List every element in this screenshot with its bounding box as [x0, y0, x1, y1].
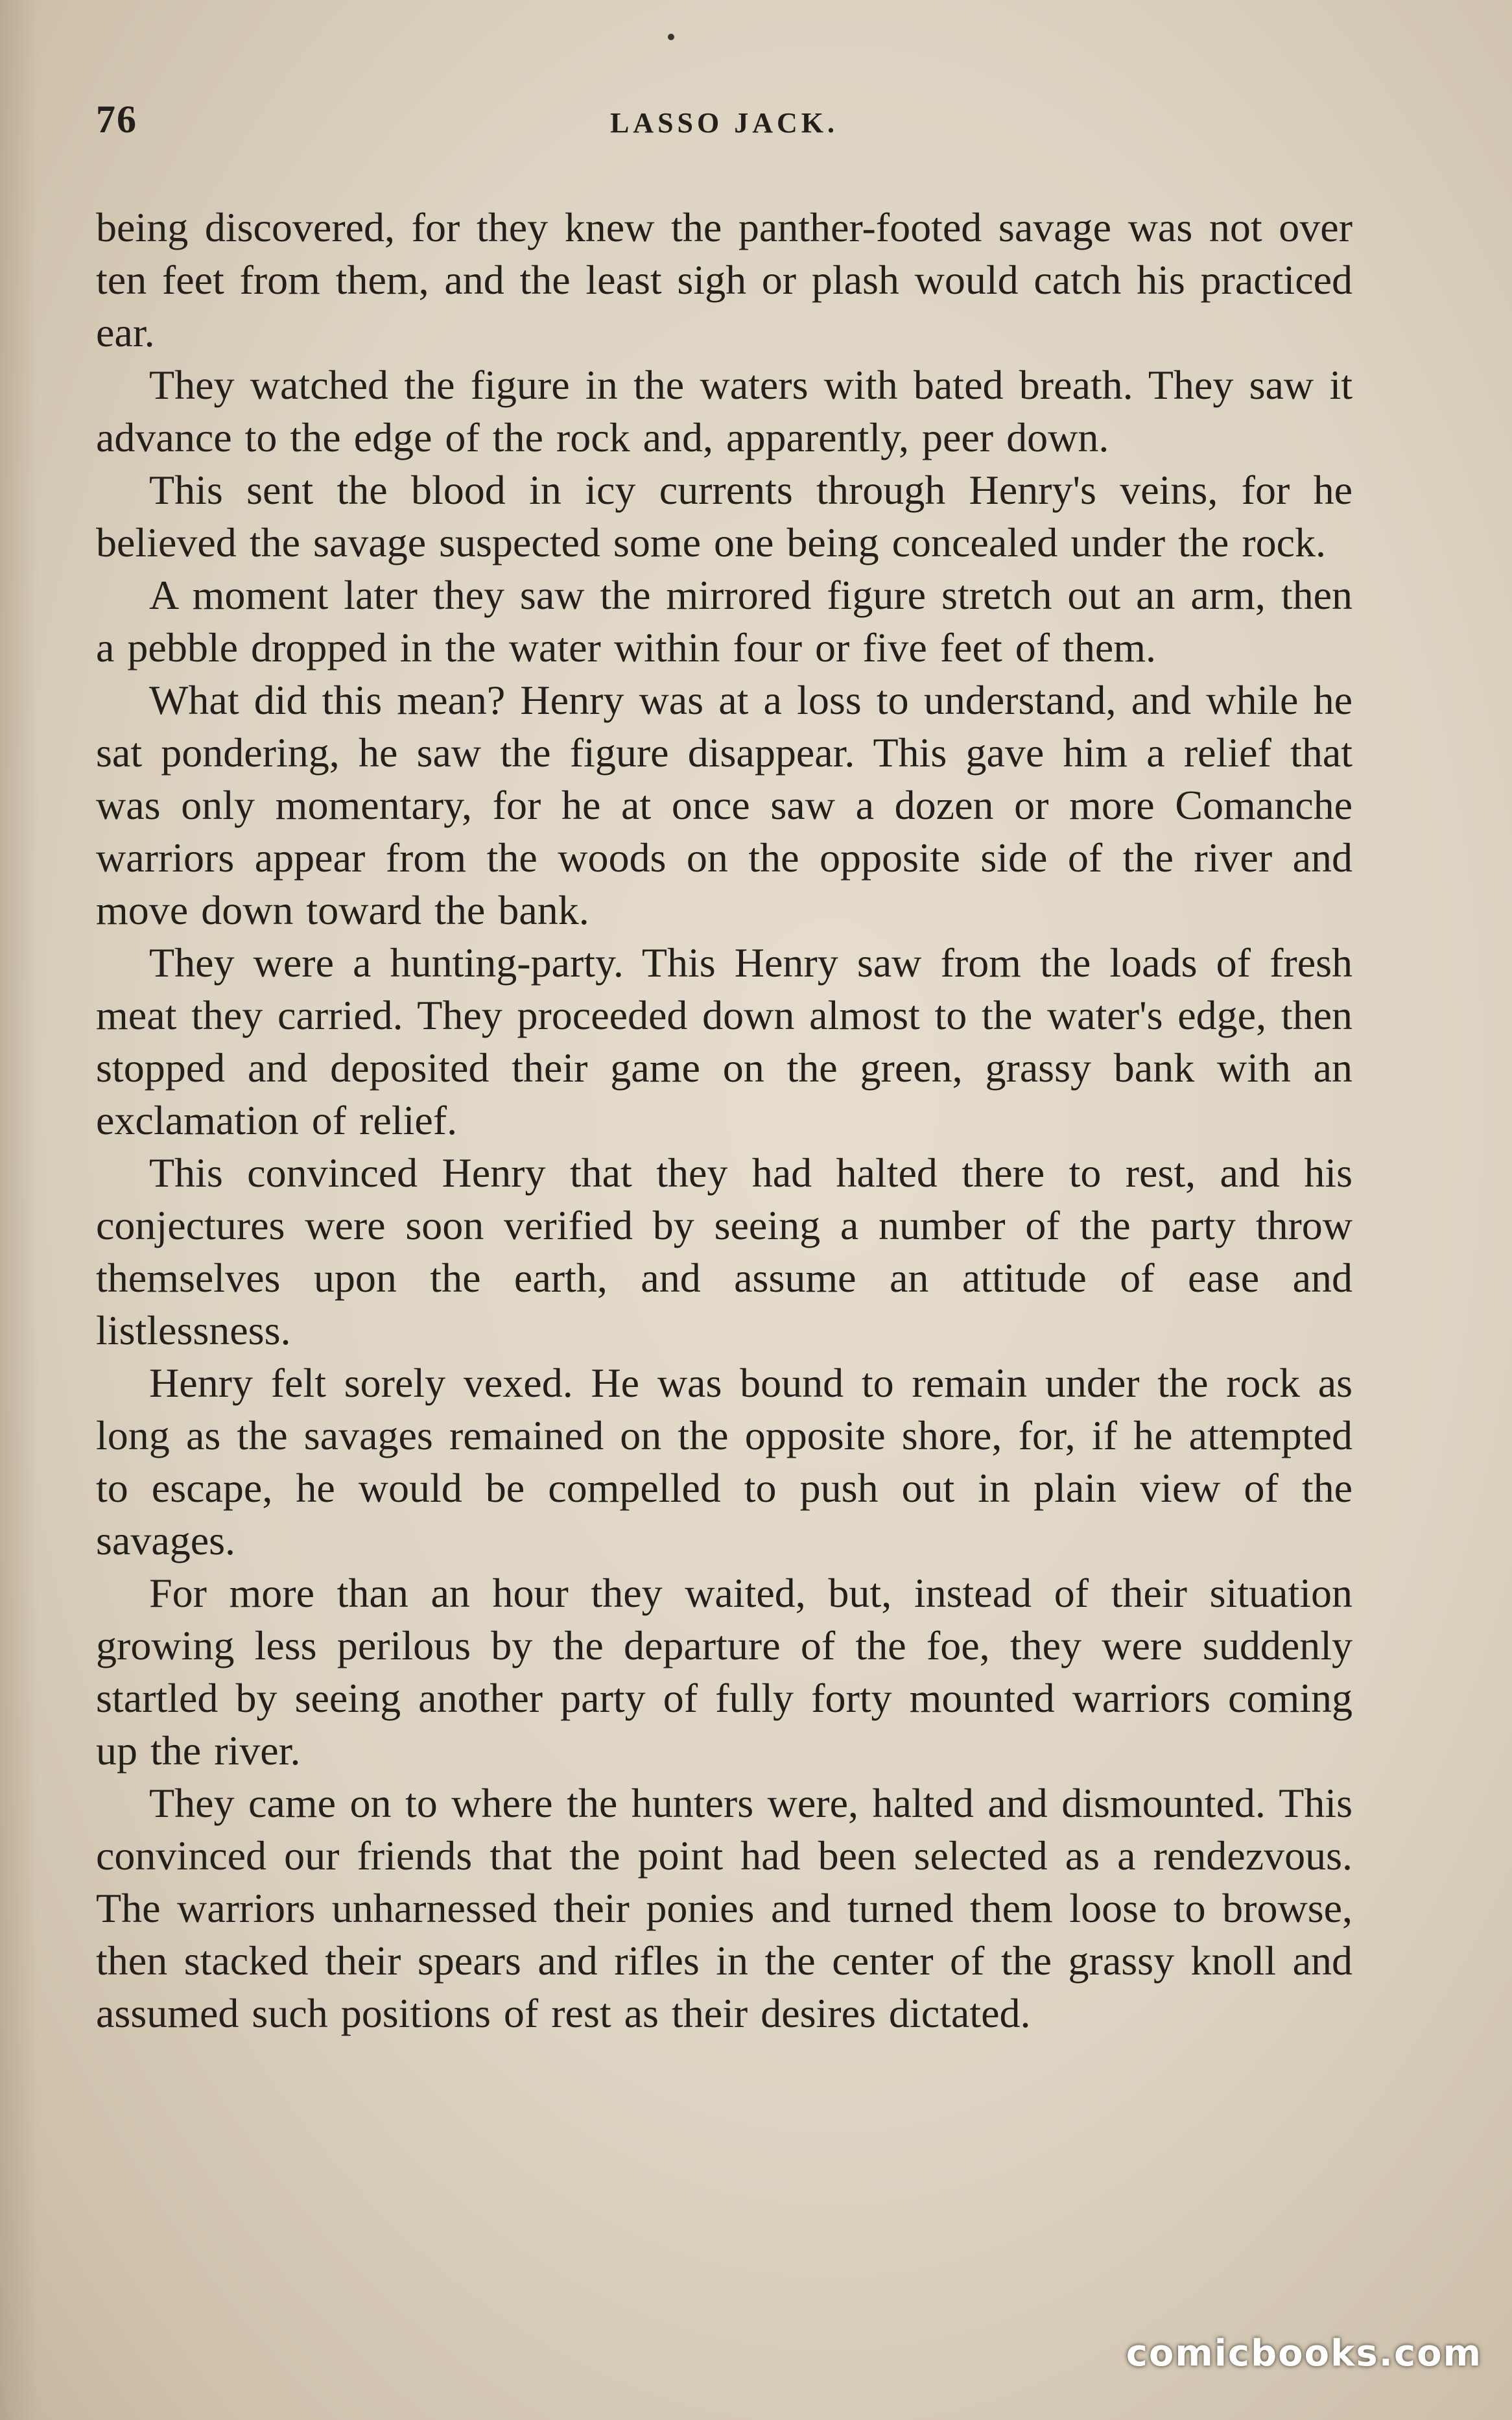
watermark: comicbooks.com: [1126, 2332, 1482, 2375]
paragraph: They came on to where the hunters were, halted and dismounted. This convinced our friends that the point had been selected as a rendezvous. The warriors unharnessed their ponies and turned them loose to browse, then stacked their spears and rifles in the center of the grassy knoll and assumed such positions of rest as their desires dictated.: [96, 1780, 1353, 2036]
body-text: [96, 201, 1353, 2039]
paragraph: They were a hunting-party. This Henry saw from the loads of fresh meat they carried. They proceeded down almost to the water's edge, then stopped and deposited their game on the green, grassy bank with an exclamation of relief.: [96, 940, 1353, 1143]
paragraph: This convinced Henry that they had halted there to rest, and his conjectures were soon verified by seeing a number of the party throw themselves upon the earth, and assume an attitude of ease and listlessness.: [96, 1150, 1353, 1353]
paragraph: Henry felt sorely vexed. He was bound to remain under the rock as long as the savages remained on the opposite shore, for, if he attempted to escape, he would be compelled to push out in plain view of the savages.: [96, 1360, 1353, 1563]
running-head: [96, 97, 1353, 156]
page-edge-shadow: [0, 0, 39, 2420]
paragraph: They watched the figure in the waters with bated breath. They saw it advance to the edge of the rock and, apparently, peer down.: [96, 362, 1353, 460]
paragraph: This sent the blood in icy currents through Henry's veins, for he believed the savage suspected some one being concealed under the rock.: [96, 467, 1353, 565]
paragraph: For more than an hour they waited, but, instead of their situation growing less perilous by the departure of the foe, they were suddenly startled by seeing another party of fully forty mounted warriors coming up the river.: [96, 1570, 1353, 1773]
paragraph: A moment later they saw the mirrored figure stretch out an arm, then a pebble dropped in the water within four or five feet of them.: [96, 572, 1353, 670]
page-number: 76: [96, 98, 137, 141]
ink-speck: [668, 34, 674, 40]
paragraph: being discovered, for they knew the panther-footed savage was not over ten feet from them, and the least sigh or plash would catch his practiced ear.: [96, 204, 1353, 355]
running-title: LASSO JACK.: [609, 107, 839, 139]
paragraph: What did this mean? Henry was at a loss to understand, and while he sat pondering, he saw the figure disappear. This gave him a relief that was only momentary, for he at once saw a dozen or more Comanche warriors appear from the woods on the opposite side of the river and move down toward the bank.: [96, 677, 1353, 933]
